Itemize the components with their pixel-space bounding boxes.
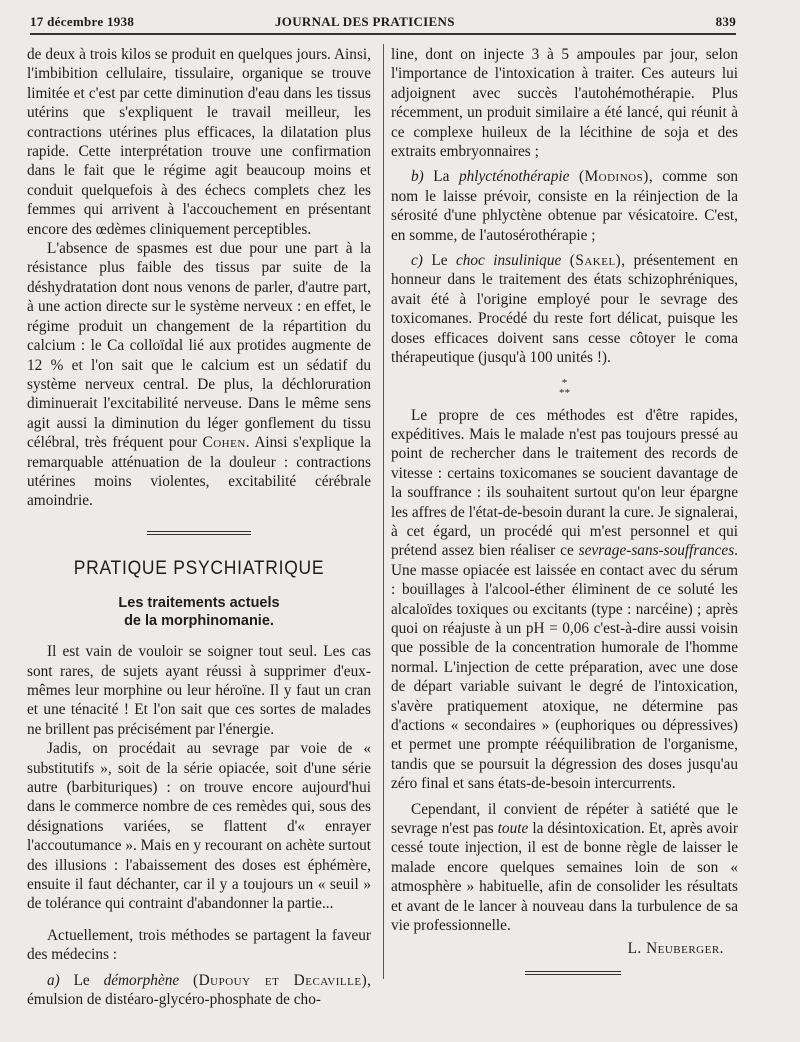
- paragraph: de deux à trois kilos se produit en quelques jours. Ainsi, l'imbibition cellulaire, tissulaire, organique se trouve limitée et c'est par cette diminution d'eau dans les tissus utérins que s'expliquent le travail meilleur, les contractions utérines plus efficaces, la dilatation plus rapide. Cette interprétation trouve une confirmation dans le fait que le régime agit beaucoup moins et conduit quelquefois à des échecs complets chez les femmes qui arrivent à l'accouchement en présentant encore des œdèmes cliniquement perceptibles.: [27, 46, 371, 238]
- header-date: 17 décembre 1938: [30, 14, 135, 29]
- method-name: choc insulinique: [455, 252, 562, 270]
- paragraph: [391, 251, 738, 367]
- paragraph-text: Cependant, il convient de répéter à satiété que le sevrage n'est pas: [391, 800, 738, 838]
- list-label: b): [411, 168, 424, 186]
- paragraph-text: , comme son nom le laisse prévoir, consiste en la réinjection de la sérosité d'une phlyctène obtenue par vésicatoire. C'est, en somme, de l'autosérothérapie ;: [391, 168, 738, 244]
- subtitle-line: Les traitements actuels: [118, 595, 280, 612]
- subtitle-line: de la morphinomanie.: [124, 613, 274, 630]
- article-subtitle: [27, 594, 371, 630]
- list-label: a): [47, 971, 60, 989]
- section-title: PRATIQUE PSYCHIATRIQUE: [73, 557, 325, 579]
- paragraph: Il est vain de vouloir se soigner tout seul. Les cas sont rares, de sujets ayant réussi à supprimer d'eux-mêmes leur morphine ou leur héroïne. Il y faut un cran et une ténacité ! Et l'on sait que ces sortes de malades ne brillent pas précisément par l'énergie.: [27, 643, 371, 738]
- header-rule: [30, 33, 736, 35]
- paragraph: Jadis, on procédait au sevrage par voie de « substitutifs », soit de la série opiacée, soit d'une série autre (barbituriques) : on trouve encore aujourd'hui dans le commerce nombre de ces remèdes qui, sous des désignations variées, se flattent d'« enrayer l'accoutumance ». Mais en y recourant on achète surtout des illusions : l'abaissement des doses est éphémère, ensuite il faut déchanter, car il y a toujours un « seuil » de tolérance qui contraint d'abandonner la partie...: [27, 740, 371, 913]
- author-name: (Modinos): [578, 168, 649, 186]
- paragraph-text: La: [423, 168, 459, 186]
- end-rule: [525, 971, 621, 975]
- method-name: sevrage-sans-souffrances: [578, 542, 735, 560]
- asterism-bottom: **: [559, 386, 570, 399]
- column-divider: [383, 44, 384, 979]
- header-journal-title: JOURNAL DES PRATICIENS: [275, 14, 455, 29]
- section-separator: [147, 531, 251, 535]
- paragraph-text: . Ainsi s'explique la remarquable atténuation de la douleur : contractions utérines moins violentes, excitabilité cérébrale amoindrie.: [27, 434, 372, 510]
- author-name: Cohen: [202, 434, 246, 452]
- paragraph-text: la désintoxication. Et, après avoir cessé toute injection, il est de bonne règle de laisser le malade encore quelques semaines loin de son « atmosphère » habituelle, afin de consolider les résultats et avant de le lancer à nouveau dans la turbulence de sa vie professionnelle.: [391, 820, 738, 935]
- header-page-number: 839: [715, 14, 736, 29]
- asterism-top: *: [561, 376, 568, 389]
- right-column: [391, 45, 738, 975]
- asterism: [391, 378, 738, 398]
- paragraph: [391, 406, 738, 794]
- paragraph: line, dont on injecte 3 à 5 ampoules par jour, selon l'importance de l'intoxication à traiter. Ces auteurs lui adjoignent avec succès l'autohémothérapie. Plus récemment, un produit similaire a été lancé, qui réunit à ce complexe huileux de la lécithine de soja et des extraits embryonnaires ;: [391, 46, 738, 161]
- left-column: [27, 45, 371, 1009]
- emphasis: toute: [497, 820, 529, 838]
- paragraph-text: Le: [422, 252, 456, 270]
- paragraph-text: L'absence de spasmes est due pour une part à la résistance plus faible des tissus par suite de la déshydratation dont nous venons de parler, d'autre part, à une action directe sur le système nerveux : en effet, le régime produit un changement de la répartition du calcium : le Ca colloïdal lié aux protides augmente de 12 % et l'on sait que le calcium est un sédatif du système nerveux central. De plus, la déchloruration diminuerait l'excitabilité nerveuse. Dans le même sens agit aussi la diminution du léger gonflement du tissu célébral, très fréquent pour: [27, 240, 371, 452]
- method-name: phlycténothérapie: [458, 168, 570, 186]
- paragraph-text: . Une masse opiacée est laissée en contact avec du sérum : bouillages à l'alcool-éther éliminent de ce soluté les alcaloïdes toxiques ou excitants (type : narcéine) ; après quoi on réajuste à un pH = 0,06 c'est-à-dire aussi voisin que possible de la concentration humorale de l'homme normal. L'injection de cette préparation, avec une dose de départ variable suivant le degré de l'intoxication, s'avère pratiquement atoxique, ne détermine pas d'actions « secondaires » (euphoriques ou dépressives) et permet une prompte rééquilibration de l'organisme, tandis que se poursuit la dégression des doses jusqu'au zéro final et sans états-de-besoin intercurrents.: [391, 542, 738, 793]
- author-name: (Sakel): [569, 252, 622, 270]
- paragraph: Actuellement, trois méthodes se partagent la faveur des médecins :: [27, 926, 371, 964]
- author-name: (Dupouy et Decaville): [193, 971, 368, 989]
- paragraph: [391, 800, 738, 936]
- paragraph-text: , présentement en honneur dans le traitement des états schizophréniques, avait été à l'origine employé pour le sevrage des toxicomanes. Procédé du reste fort délicat, puisque les doses efficaces doivent sans cesse côtoyer le coma thérapeutique (jusqu'à 100 unités !).: [391, 252, 739, 367]
- paragraph-text: , émulsion de distéaro-glycéro-phosphate de cho-: [27, 971, 371, 1009]
- list-label: c): [411, 252, 423, 270]
- author-signature: L. Neuberger.: [627, 940, 724, 958]
- paragraph-text: Le propre de ces méthodes est d'être rapides, expéditives. Mais le malade n'est pas toujours pressé au point de rechercher dans le traitement des records de vitesse : certains toxicomanes se soucient davantage de la souffrance : ils souhaitent surtout qu'on leur épargne les affres de l'état-de-besoin durant la cure. Je signalerai, à cet égard, un procédé qui m'est personnel et qui prétend assez bien réaliser ce: [391, 406, 738, 560]
- paragraph: [27, 239, 371, 511]
- paragraph: [391, 167, 738, 245]
- paragraph: [27, 971, 371, 1010]
- paragraph-text: Le: [59, 971, 104, 989]
- method-name: démorphène: [103, 971, 180, 989]
